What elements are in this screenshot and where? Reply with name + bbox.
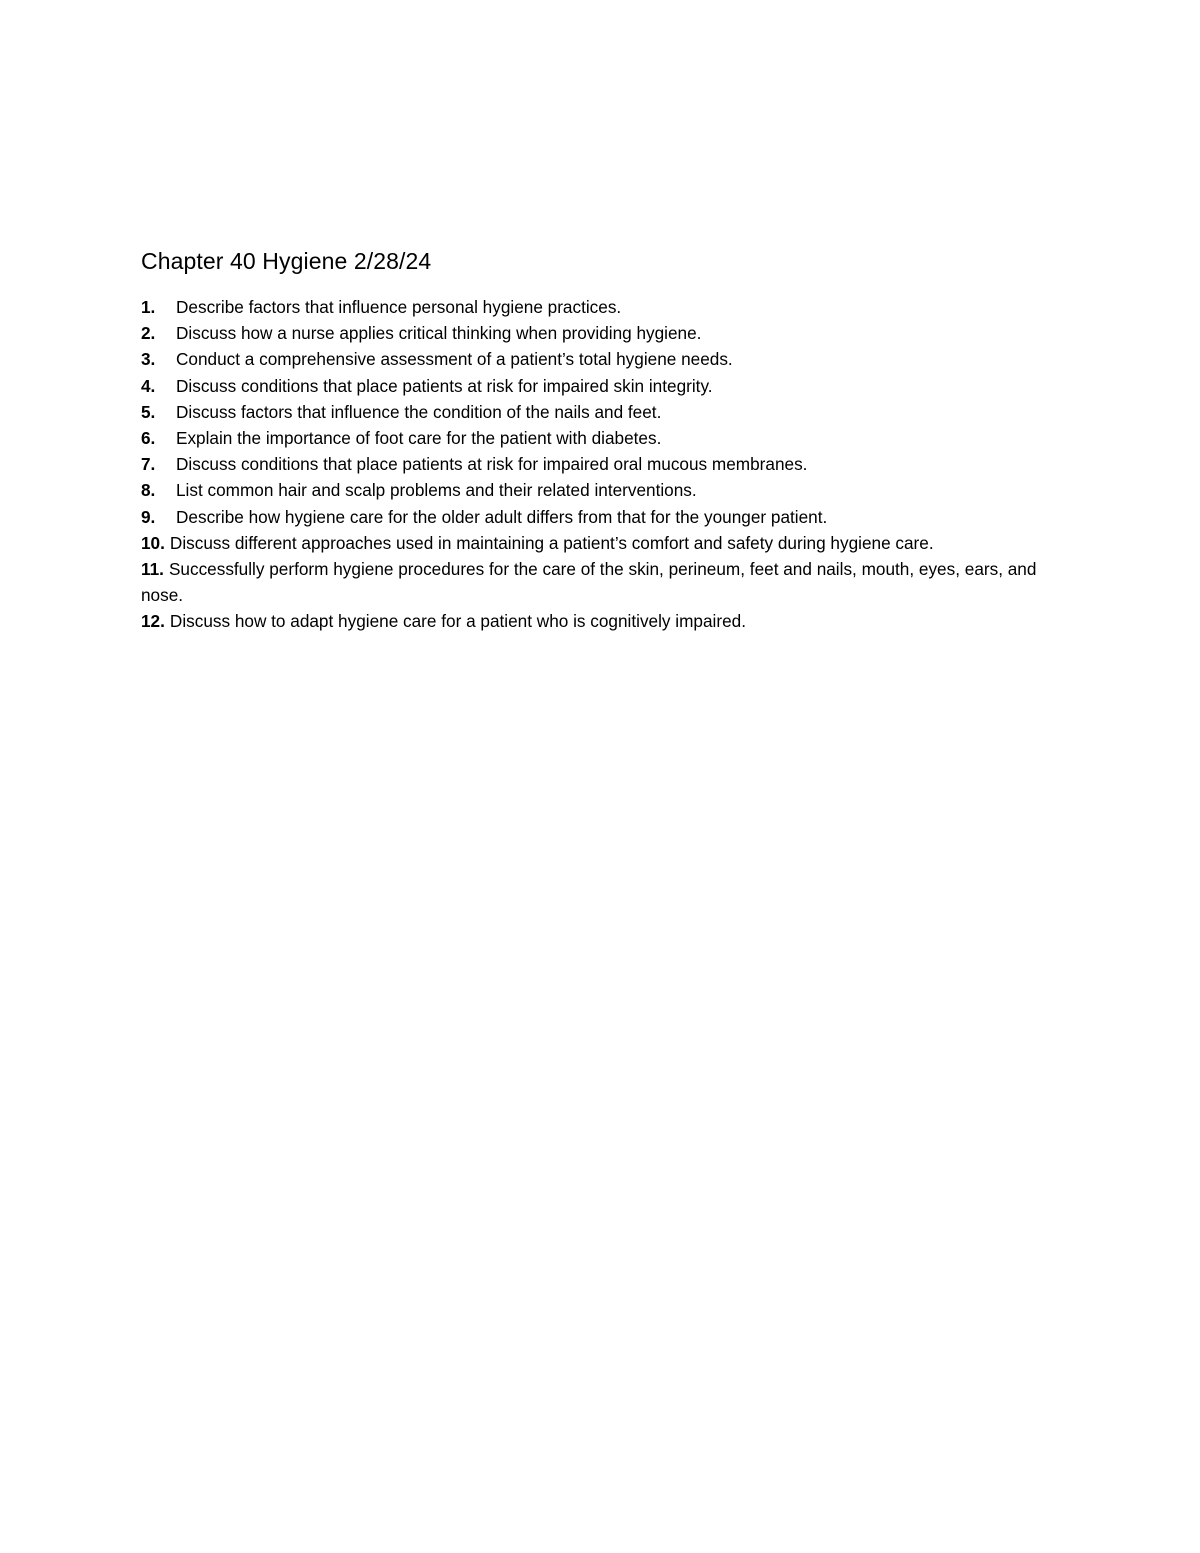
- objective-item: [141, 556, 1071, 608]
- objective-item: [141, 294, 1071, 320]
- objective-number: 10.: [141, 532, 165, 553]
- objectives-list: [141, 294, 1071, 635]
- objective-item: [141, 451, 1071, 477]
- objective-text: Discuss conditions that place patients at risk for impaired oral mucous membranes.: [176, 454, 808, 475]
- objective-number: 6.: [141, 428, 156, 449]
- objective-text: Explain the importance of foot care for the patient with diabetes.: [176, 428, 662, 449]
- objective-number: 3.: [141, 349, 156, 370]
- objective-item: [141, 399, 1071, 425]
- objective-text: Discuss factors that influence the condition of the nails and feet.: [176, 401, 662, 422]
- objective-item: [141, 477, 1071, 503]
- objective-text: Describe how hygiene care for the older adult differs from that for the younger patient.: [176, 506, 828, 527]
- objective-text: List common hair and scalp problems and their related interventions.: [176, 480, 697, 501]
- objective-number: 7.: [141, 454, 156, 475]
- objective-text: Describe factors that influence personal hygiene practices.: [176, 297, 622, 317]
- objective-item: [141, 530, 1071, 556]
- objective-number: 2.: [141, 323, 156, 344]
- objective-number: 11.: [141, 559, 164, 580]
- objective-number: 5.: [141, 401, 156, 422]
- objective-text: Successfully perform hygiene procedures for the care of the skin, perineum, feet and nails, mouth, eyes, ears, and nose.: [141, 559, 1037, 606]
- objective-item: [141, 373, 1071, 399]
- objective-number: 1.: [141, 297, 156, 317]
- objective-item: [141, 504, 1071, 530]
- objective-text: Discuss how to adapt hygiene care for a patient who is cognitively impaired.: [169, 611, 746, 632]
- document-title: Chapter 40 Hygiene 2/28/24: [141, 248, 432, 274]
- objective-item: [141, 425, 1071, 451]
- objective-item: [141, 608, 1071, 634]
- objective-item: [141, 320, 1071, 346]
- objective-text: Discuss how a nurse applies critical thinking when providing hygiene.: [176, 323, 702, 344]
- objective-text: Discuss conditions that place patients at risk for impaired skin integrity.: [176, 375, 713, 396]
- objective-text: Discuss different approaches used in maintaining a patient’s comfort and safety during hygiene care.: [169, 532, 934, 553]
- objective-number: 4.: [141, 375, 156, 396]
- objective-item: [141, 346, 1071, 372]
- objective-number: 8.: [141, 480, 156, 501]
- document-content: [141, 244, 1071, 635]
- objective-number: 12.: [141, 611, 165, 632]
- objective-text: Conduct a comprehensive assessment of a patient’s total hygiene needs.: [176, 349, 733, 370]
- objective-number: 9.: [141, 506, 156, 527]
